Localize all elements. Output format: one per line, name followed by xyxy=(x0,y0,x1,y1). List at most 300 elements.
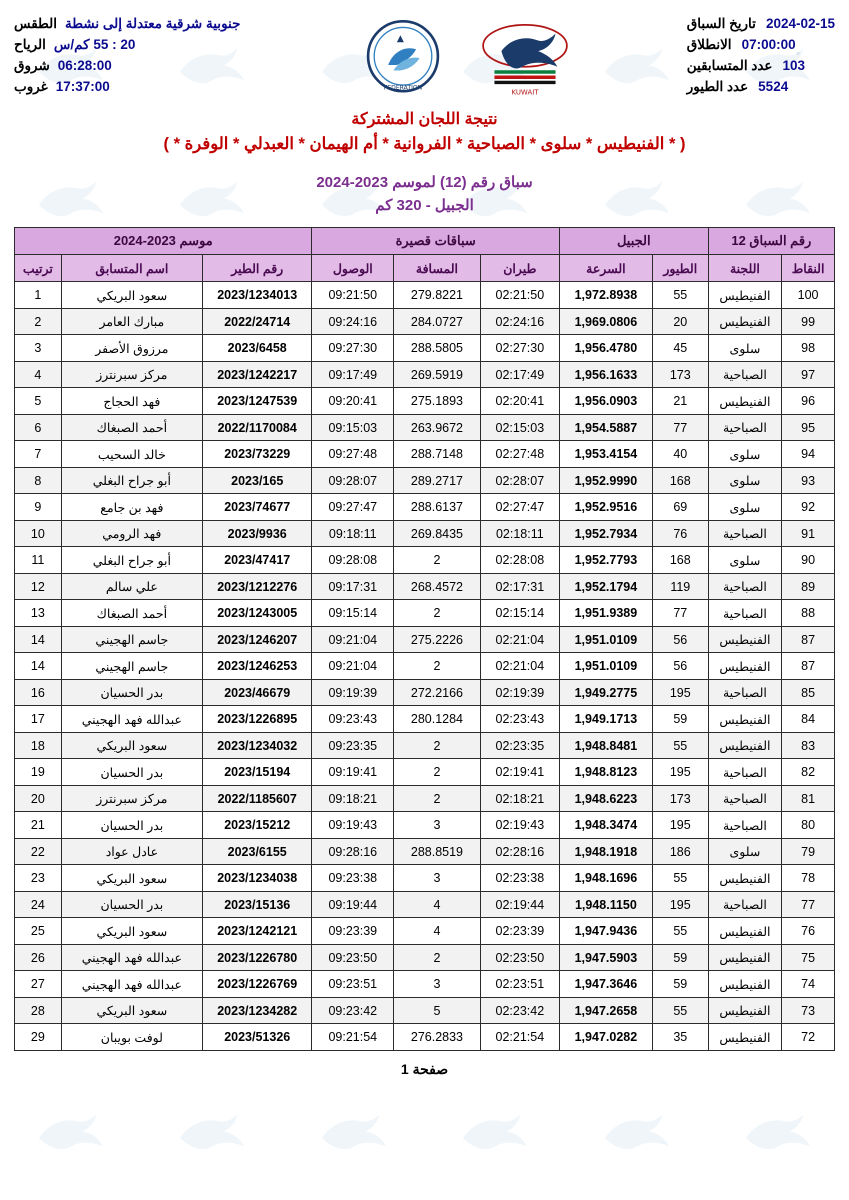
race-date-label: تاريخ السباق xyxy=(686,16,756,31)
cell-rank: 28 xyxy=(15,997,62,1024)
cell-ring-no: 2023/165 xyxy=(202,467,312,494)
cell-racer-name: أبو جراح البغلي xyxy=(61,547,202,574)
table-row xyxy=(15,785,835,812)
cell-arrival: 09:19:39 xyxy=(312,679,394,706)
cell-birds: 59 xyxy=(652,706,708,733)
cell-rank: 12 xyxy=(15,573,62,600)
cell-arrival: 09:27:30 xyxy=(312,335,394,362)
cell-points: 96 xyxy=(782,388,835,415)
cell-speed: 1,956.1633 xyxy=(559,361,652,388)
cell-racer-name: سعود البريكي xyxy=(61,918,202,945)
cell-ring-no: 2023/6458 xyxy=(202,335,312,362)
table-row xyxy=(15,467,835,494)
cell-points: 99 xyxy=(782,308,835,335)
cell-points: 87 xyxy=(782,653,835,680)
cell-distance: 2 xyxy=(394,653,481,680)
cell-ring-no: 2023/6155 xyxy=(202,838,312,865)
cell-points: 78 xyxy=(782,865,835,892)
sunrise-label: شروق xyxy=(14,57,50,73)
cell-racer-name: سعود البريكي xyxy=(61,997,202,1024)
federation-logo-icon xyxy=(355,16,451,100)
cell-flight: 02:21:04 xyxy=(480,626,559,653)
cell-points: 85 xyxy=(782,679,835,706)
cell-distance: 288.8519 xyxy=(394,838,481,865)
cell-speed: 1,952.7793 xyxy=(559,547,652,574)
weather-row xyxy=(14,56,240,77)
cell-distance: 276.2833 xyxy=(394,1024,481,1051)
cell-rank: 27 xyxy=(15,971,62,998)
cell-rank: 14 xyxy=(15,626,62,653)
cell-distance: 269.8435 xyxy=(394,520,481,547)
cell-flight: 02:15:14 xyxy=(480,600,559,627)
cell-points: 74 xyxy=(782,971,835,998)
results-table xyxy=(14,227,835,1051)
cell-racer-name: أحمد الصبغاك xyxy=(61,600,202,627)
cell-arrival: 09:28:16 xyxy=(312,838,394,865)
cell-arrival: 09:17:49 xyxy=(312,361,394,388)
logos-block xyxy=(355,16,573,100)
cell-rank: 19 xyxy=(15,759,62,786)
meta-race-type: سباقات قصيرة xyxy=(312,228,559,255)
results-table-head xyxy=(15,228,835,282)
cell-arrival: 09:27:48 xyxy=(312,441,394,468)
cell-distance: 3 xyxy=(394,865,481,892)
cell-committee: الفنيطيس xyxy=(708,944,782,971)
cell-speed: 1,949.1713 xyxy=(559,706,652,733)
cell-birds: 69 xyxy=(652,494,708,521)
cell-arrival: 09:19:44 xyxy=(312,891,394,918)
cell-racer-name: سعود البريكي xyxy=(61,865,202,892)
cell-flight: 02:21:54 xyxy=(480,1024,559,1051)
cell-ring-no: 2022/1185607 xyxy=(202,785,312,812)
cell-distance: 268.4572 xyxy=(394,573,481,600)
cell-ring-no: 2023/15212 xyxy=(202,812,312,839)
table-row xyxy=(15,732,835,759)
cell-committee: الفنيطيس xyxy=(708,388,782,415)
cell-racer-name: أحمد الصبغاك xyxy=(61,414,202,441)
cell-speed: 1,948.1696 xyxy=(559,865,652,892)
cell-flight: 02:19:39 xyxy=(480,679,559,706)
cell-ring-no: 2023/1234038 xyxy=(202,865,312,892)
table-header-row xyxy=(15,255,835,282)
cell-arrival: 09:28:08 xyxy=(312,547,394,574)
cell-speed: 1,947.5903 xyxy=(559,944,652,971)
race-start-label: الانطلاق xyxy=(686,36,732,52)
birds-count-label: عدد الطيور xyxy=(686,78,749,94)
table-row xyxy=(15,838,835,865)
weather-value: جنوبية شرقية معتدلة إلى نشطة xyxy=(64,16,241,31)
cell-committee: الصباحية xyxy=(708,573,782,600)
cell-rank: 7 xyxy=(15,441,62,468)
cell-rank: 2 xyxy=(15,308,62,335)
cell-racer-name: مرزوق الأصفر xyxy=(61,335,202,362)
cell-points: 76 xyxy=(782,918,835,945)
cell-arrival: 09:21:54 xyxy=(312,1024,394,1051)
cell-flight: 02:19:44 xyxy=(480,891,559,918)
cell-speed: 1,951.0109 xyxy=(559,653,652,680)
cell-arrival: 09:18:21 xyxy=(312,785,394,812)
svg-text:KUWAIT: KUWAIT xyxy=(511,88,539,97)
cell-committee: سلوى xyxy=(708,467,782,494)
table-row xyxy=(15,547,835,574)
cell-racer-name: علي سالم xyxy=(61,573,202,600)
racers-count-label: عدد المتسابقين xyxy=(686,57,773,73)
cell-points: 94 xyxy=(782,441,835,468)
cell-points: 80 xyxy=(782,812,835,839)
cell-arrival: 09:19:43 xyxy=(312,812,394,839)
cell-distance: 2 xyxy=(394,600,481,627)
cell-arrival: 09:28:07 xyxy=(312,467,394,494)
cell-speed: 1,949.2775 xyxy=(559,679,652,706)
meta-location: الجبيل xyxy=(559,228,708,255)
cell-racer-name: أبو جراح البغلي xyxy=(61,467,202,494)
cell-ring-no: 2023/1243005 xyxy=(202,600,312,627)
cell-distance: 2 xyxy=(394,759,481,786)
cell-rank: 20 xyxy=(15,785,62,812)
cell-rank: 13 xyxy=(15,600,62,627)
cell-ring-no: 2023/1226895 xyxy=(202,706,312,733)
table-row xyxy=(15,282,835,309)
weather-label: الطقس xyxy=(14,16,57,31)
racers-count-value: 103 xyxy=(782,57,806,73)
cell-birds: 21 xyxy=(652,388,708,415)
cell-speed: 1,953.4154 xyxy=(559,441,652,468)
cell-speed: 1,952.9990 xyxy=(559,467,652,494)
cell-arrival: 09:15:14 xyxy=(312,600,394,627)
document-header xyxy=(14,14,835,100)
cell-speed: 1,951.0109 xyxy=(559,626,652,653)
cell-distance: 2 xyxy=(394,547,481,574)
cell-speed: 1,952.1794 xyxy=(559,573,652,600)
cell-distance: 5 xyxy=(394,997,481,1024)
cell-committee: الفنيطيس xyxy=(708,282,782,309)
table-row xyxy=(15,626,835,653)
cell-committee: الصباحية xyxy=(708,361,782,388)
cell-flight: 02:27:30 xyxy=(480,335,559,362)
cell-ring-no: 2023/47417 xyxy=(202,547,312,574)
cell-distance: 4 xyxy=(394,891,481,918)
cell-committee: الفنيطيس xyxy=(708,706,782,733)
cell-committee: سلوى xyxy=(708,335,782,362)
cell-ring-no: 2023/1242217 xyxy=(202,361,312,388)
cell-committee: الصباحية xyxy=(708,414,782,441)
cell-birds: 55 xyxy=(652,918,708,945)
cell-speed: 1,947.0282 xyxy=(559,1024,652,1051)
cell-speed: 1,947.9436 xyxy=(559,918,652,945)
cell-rank: 6 xyxy=(15,414,62,441)
cell-birds: 45 xyxy=(652,335,708,362)
cell-arrival: 09:21:04 xyxy=(312,653,394,680)
cell-committee: سلوى xyxy=(708,494,782,521)
cell-flight: 02:28:16 xyxy=(480,838,559,865)
cell-committee: الصباحية xyxy=(708,759,782,786)
cell-ring-no: 2023/1246253 xyxy=(202,653,312,680)
cell-arrival: 09:18:11 xyxy=(312,520,394,547)
cell-points: 83 xyxy=(782,732,835,759)
weather-row xyxy=(14,77,240,98)
cell-ring-no: 2023/51326 xyxy=(202,1024,312,1051)
cell-speed: 1,969.0806 xyxy=(559,308,652,335)
cell-speed: 1,948.1918 xyxy=(559,838,652,865)
cell-ring-no: 2023/15136 xyxy=(202,891,312,918)
table-row xyxy=(15,891,835,918)
cell-points: 90 xyxy=(782,547,835,574)
cell-racer-name: عبدالله فهد الهجيني xyxy=(61,706,202,733)
table-row xyxy=(15,918,835,945)
cell-racer-name: بدر الحسيان xyxy=(61,759,202,786)
cell-arrival: 09:24:16 xyxy=(312,308,394,335)
cell-rank: 22 xyxy=(15,838,62,865)
table-row xyxy=(15,520,835,547)
cell-distance: 3 xyxy=(394,971,481,998)
cell-arrival: 09:23:42 xyxy=(312,997,394,1024)
cell-racer-name: عبدالله فهد الهجيني xyxy=(61,944,202,971)
cell-committee: الفنيطيس xyxy=(708,865,782,892)
table-row xyxy=(15,414,835,441)
cell-racer-name: فهد بن جامع xyxy=(61,494,202,521)
weather-row xyxy=(14,14,240,35)
cell-speed: 1,948.8123 xyxy=(559,759,652,786)
cell-racer-name: لوفت بويبان xyxy=(61,1024,202,1051)
cell-birds: 119 xyxy=(652,573,708,600)
cell-rank: 3 xyxy=(15,335,62,362)
table-row xyxy=(15,441,835,468)
cell-ring-no: 2023/1247539 xyxy=(202,388,312,415)
cell-rank: 17 xyxy=(15,706,62,733)
cell-birds: 59 xyxy=(652,971,708,998)
cell-birds: 195 xyxy=(652,759,708,786)
cell-racer-name: مبارك العامر xyxy=(61,308,202,335)
cell-points: 98 xyxy=(782,335,835,362)
cell-speed: 1,948.3474 xyxy=(559,812,652,839)
cell-racer-name: مركز سبرنترز xyxy=(61,361,202,388)
cell-speed: 1,948.1150 xyxy=(559,891,652,918)
cell-flight: 02:17:31 xyxy=(480,573,559,600)
cell-points: 89 xyxy=(782,573,835,600)
cell-rank: 14 xyxy=(15,653,62,680)
cell-arrival: 09:23:38 xyxy=(312,865,394,892)
cell-arrival: 09:17:31 xyxy=(312,573,394,600)
cell-arrival: 09:21:04 xyxy=(312,626,394,653)
cell-speed: 1,952.9516 xyxy=(559,494,652,521)
race-info-row xyxy=(687,35,835,56)
cell-flight: 02:23:51 xyxy=(480,971,559,998)
cell-committee: سلوى xyxy=(708,441,782,468)
cell-rank: 23 xyxy=(15,865,62,892)
weather-block xyxy=(14,14,240,98)
committees-list: ( * الفنيطيس * سلوى * الصباحية * الفروانية * أم الهيمان * العبدلي * الوفرة * ) xyxy=(163,135,686,153)
cell-speed: 1,948.6223 xyxy=(559,785,652,812)
cell-points: 92 xyxy=(782,494,835,521)
cell-rank: 16 xyxy=(15,679,62,706)
meta-race-no: رقم السباق 12 xyxy=(708,228,834,255)
cell-flight: 02:23:43 xyxy=(480,706,559,733)
cell-committee: الفنيطيس xyxy=(708,971,782,998)
cell-distance: 288.5805 xyxy=(394,335,481,362)
cell-points: 77 xyxy=(782,891,835,918)
cell-distance: 2 xyxy=(394,785,481,812)
wind-value: 20 : 55 كم/س xyxy=(53,36,136,52)
table-row xyxy=(15,308,835,335)
cell-ring-no: 2023/1226769 xyxy=(202,971,312,998)
cell-distance: 284.0727 xyxy=(394,308,481,335)
cell-rank: 4 xyxy=(15,361,62,388)
cell-flight: 02:19:43 xyxy=(480,812,559,839)
cell-flight: 02:28:07 xyxy=(480,467,559,494)
cell-flight: 02:23:35 xyxy=(480,732,559,759)
col-speed: السرعة xyxy=(559,255,652,282)
cell-flight: 02:21:04 xyxy=(480,653,559,680)
cell-racer-name: عبدالله فهد الهجيني xyxy=(61,971,202,998)
cell-distance: 3 xyxy=(394,812,481,839)
cell-flight: 02:24:16 xyxy=(480,308,559,335)
race-date-value: 2024-02-15 xyxy=(765,16,835,31)
cell-committee: سلوى xyxy=(708,547,782,574)
table-row xyxy=(15,1024,835,1051)
cell-ring-no: 2023/73229 xyxy=(202,441,312,468)
cell-ring-no: 2023/74677 xyxy=(202,494,312,521)
cell-speed: 1,972.8938 xyxy=(559,282,652,309)
cell-arrival: 09:15:03 xyxy=(312,414,394,441)
cell-racer-name: فهد الحجاج xyxy=(61,388,202,415)
cell-ring-no: 2023/1234032 xyxy=(202,732,312,759)
cell-committee: الصباحية xyxy=(708,785,782,812)
cell-speed: 1,952.7934 xyxy=(559,520,652,547)
cell-ring-no: 2023/1246207 xyxy=(202,626,312,653)
cell-racer-name: بدر الحسيان xyxy=(61,679,202,706)
cell-distance: 4 xyxy=(394,918,481,945)
cell-committee: الفنيطيس xyxy=(708,1024,782,1051)
cell-racer-name: عادل عواد xyxy=(61,838,202,865)
cell-points: 95 xyxy=(782,414,835,441)
title-block xyxy=(14,108,835,217)
cell-distance: 272.2166 xyxy=(394,679,481,706)
cell-rank: 25 xyxy=(15,918,62,945)
cell-ring-no: 2023/46679 xyxy=(202,679,312,706)
col-distance: المسافة xyxy=(394,255,481,282)
cell-committee: سلوى xyxy=(708,838,782,865)
cell-birds: 76 xyxy=(652,520,708,547)
cell-racer-name: جاسم الهجيني xyxy=(61,653,202,680)
col-ring-no: رقم الطير xyxy=(202,255,312,282)
cell-birds: 56 xyxy=(652,626,708,653)
cell-points: 82 xyxy=(782,759,835,786)
cell-arrival: 09:23:43 xyxy=(312,706,394,733)
result-title: نتيجة اللجان المشتركة xyxy=(351,111,498,128)
cell-arrival: 09:20:41 xyxy=(312,388,394,415)
cell-birds: 55 xyxy=(652,732,708,759)
cell-rank: 10 xyxy=(15,520,62,547)
cell-distance: 280.1284 xyxy=(394,706,481,733)
cell-rank: 24 xyxy=(15,891,62,918)
cell-committee: الصباحية xyxy=(708,891,782,918)
cell-arrival: 09:27:47 xyxy=(312,494,394,521)
cell-birds: 173 xyxy=(652,361,708,388)
cell-ring-no: 2023/1234282 xyxy=(202,997,312,1024)
cell-arrival: 09:19:41 xyxy=(312,759,394,786)
cell-speed: 1,947.2658 xyxy=(559,997,652,1024)
cell-distance: 288.6137 xyxy=(394,494,481,521)
cell-distance: 275.2226 xyxy=(394,626,481,653)
cell-racer-name: سعود البريكي xyxy=(61,282,202,309)
cell-ring-no: 2023/1226780 xyxy=(202,944,312,971)
race-start-value: 07:00:00 xyxy=(741,36,796,52)
table-row xyxy=(15,388,835,415)
cell-racer-name: جاسم الهجيني xyxy=(61,626,202,653)
cell-birds: 55 xyxy=(652,282,708,309)
cell-points: 73 xyxy=(782,997,835,1024)
cell-speed: 1,954.5887 xyxy=(559,414,652,441)
sunset-value: 17:37:00 xyxy=(55,78,110,94)
cell-committee: الفنيطيس xyxy=(708,732,782,759)
cell-flight: 02:23:50 xyxy=(480,944,559,971)
col-flight: طيران xyxy=(480,255,559,282)
cell-birds: 168 xyxy=(652,467,708,494)
cell-ring-no: 2023/1242121 xyxy=(202,918,312,945)
cell-speed: 1,948.8481 xyxy=(559,732,652,759)
table-row xyxy=(15,971,835,998)
wind-label: الرياح xyxy=(14,36,46,52)
cell-points: 97 xyxy=(782,361,835,388)
table-row xyxy=(15,361,835,388)
cell-arrival: 09:21:50 xyxy=(312,282,394,309)
cell-racer-name: سعود البريكي xyxy=(61,732,202,759)
race-info-row xyxy=(687,77,835,98)
cell-distance: 263.9672 xyxy=(394,414,481,441)
cell-distance: 269.5919 xyxy=(394,361,481,388)
svg-text:FEDERATION: FEDERATION xyxy=(383,84,422,92)
cell-points: 75 xyxy=(782,944,835,971)
table-row xyxy=(15,573,835,600)
table-row xyxy=(15,335,835,362)
col-points: النقاط xyxy=(782,255,835,282)
cell-birds: 20 xyxy=(652,308,708,335)
cell-points: 91 xyxy=(782,520,835,547)
cell-flight: 02:18:11 xyxy=(480,520,559,547)
cell-racer-name: خالد السحيب xyxy=(61,441,202,468)
cell-committee: الفنيطيس xyxy=(708,918,782,945)
table-meta-row xyxy=(15,228,835,255)
cell-arrival: 09:23:51 xyxy=(312,971,394,998)
race-info-row xyxy=(687,56,835,77)
cell-arrival: 09:23:35 xyxy=(312,732,394,759)
cell-flight: 02:27:47 xyxy=(480,494,559,521)
cell-flight: 02:27:48 xyxy=(480,441,559,468)
cell-speed: 1,947.3646 xyxy=(559,971,652,998)
cell-flight: 02:19:41 xyxy=(480,759,559,786)
table-row xyxy=(15,759,835,786)
cell-birds: 56 xyxy=(652,653,708,680)
cell-birds: 77 xyxy=(652,600,708,627)
cell-rank: 1 xyxy=(15,282,62,309)
cell-points: 87 xyxy=(782,626,835,653)
table-row xyxy=(15,600,835,627)
table-row xyxy=(15,679,835,706)
cell-distance: 279.8221 xyxy=(394,282,481,309)
cell-birds: 35 xyxy=(652,1024,708,1051)
cell-arrival: 09:23:39 xyxy=(312,918,394,945)
club-logo-icon xyxy=(477,16,573,100)
race-subtitle-line1: سباق رقم (12) لموسم 2023-2024 xyxy=(316,173,533,191)
cell-flight: 02:15:03 xyxy=(480,414,559,441)
cell-racer-name: مركز سبرنترز xyxy=(61,785,202,812)
cell-racer-name: فهد الرومي xyxy=(61,520,202,547)
cell-birds: 59 xyxy=(652,944,708,971)
cell-racer-name: بدر الحسيان xyxy=(61,812,202,839)
cell-points: 79 xyxy=(782,838,835,865)
cell-rank: 29 xyxy=(15,1024,62,1051)
table-row xyxy=(15,865,835,892)
